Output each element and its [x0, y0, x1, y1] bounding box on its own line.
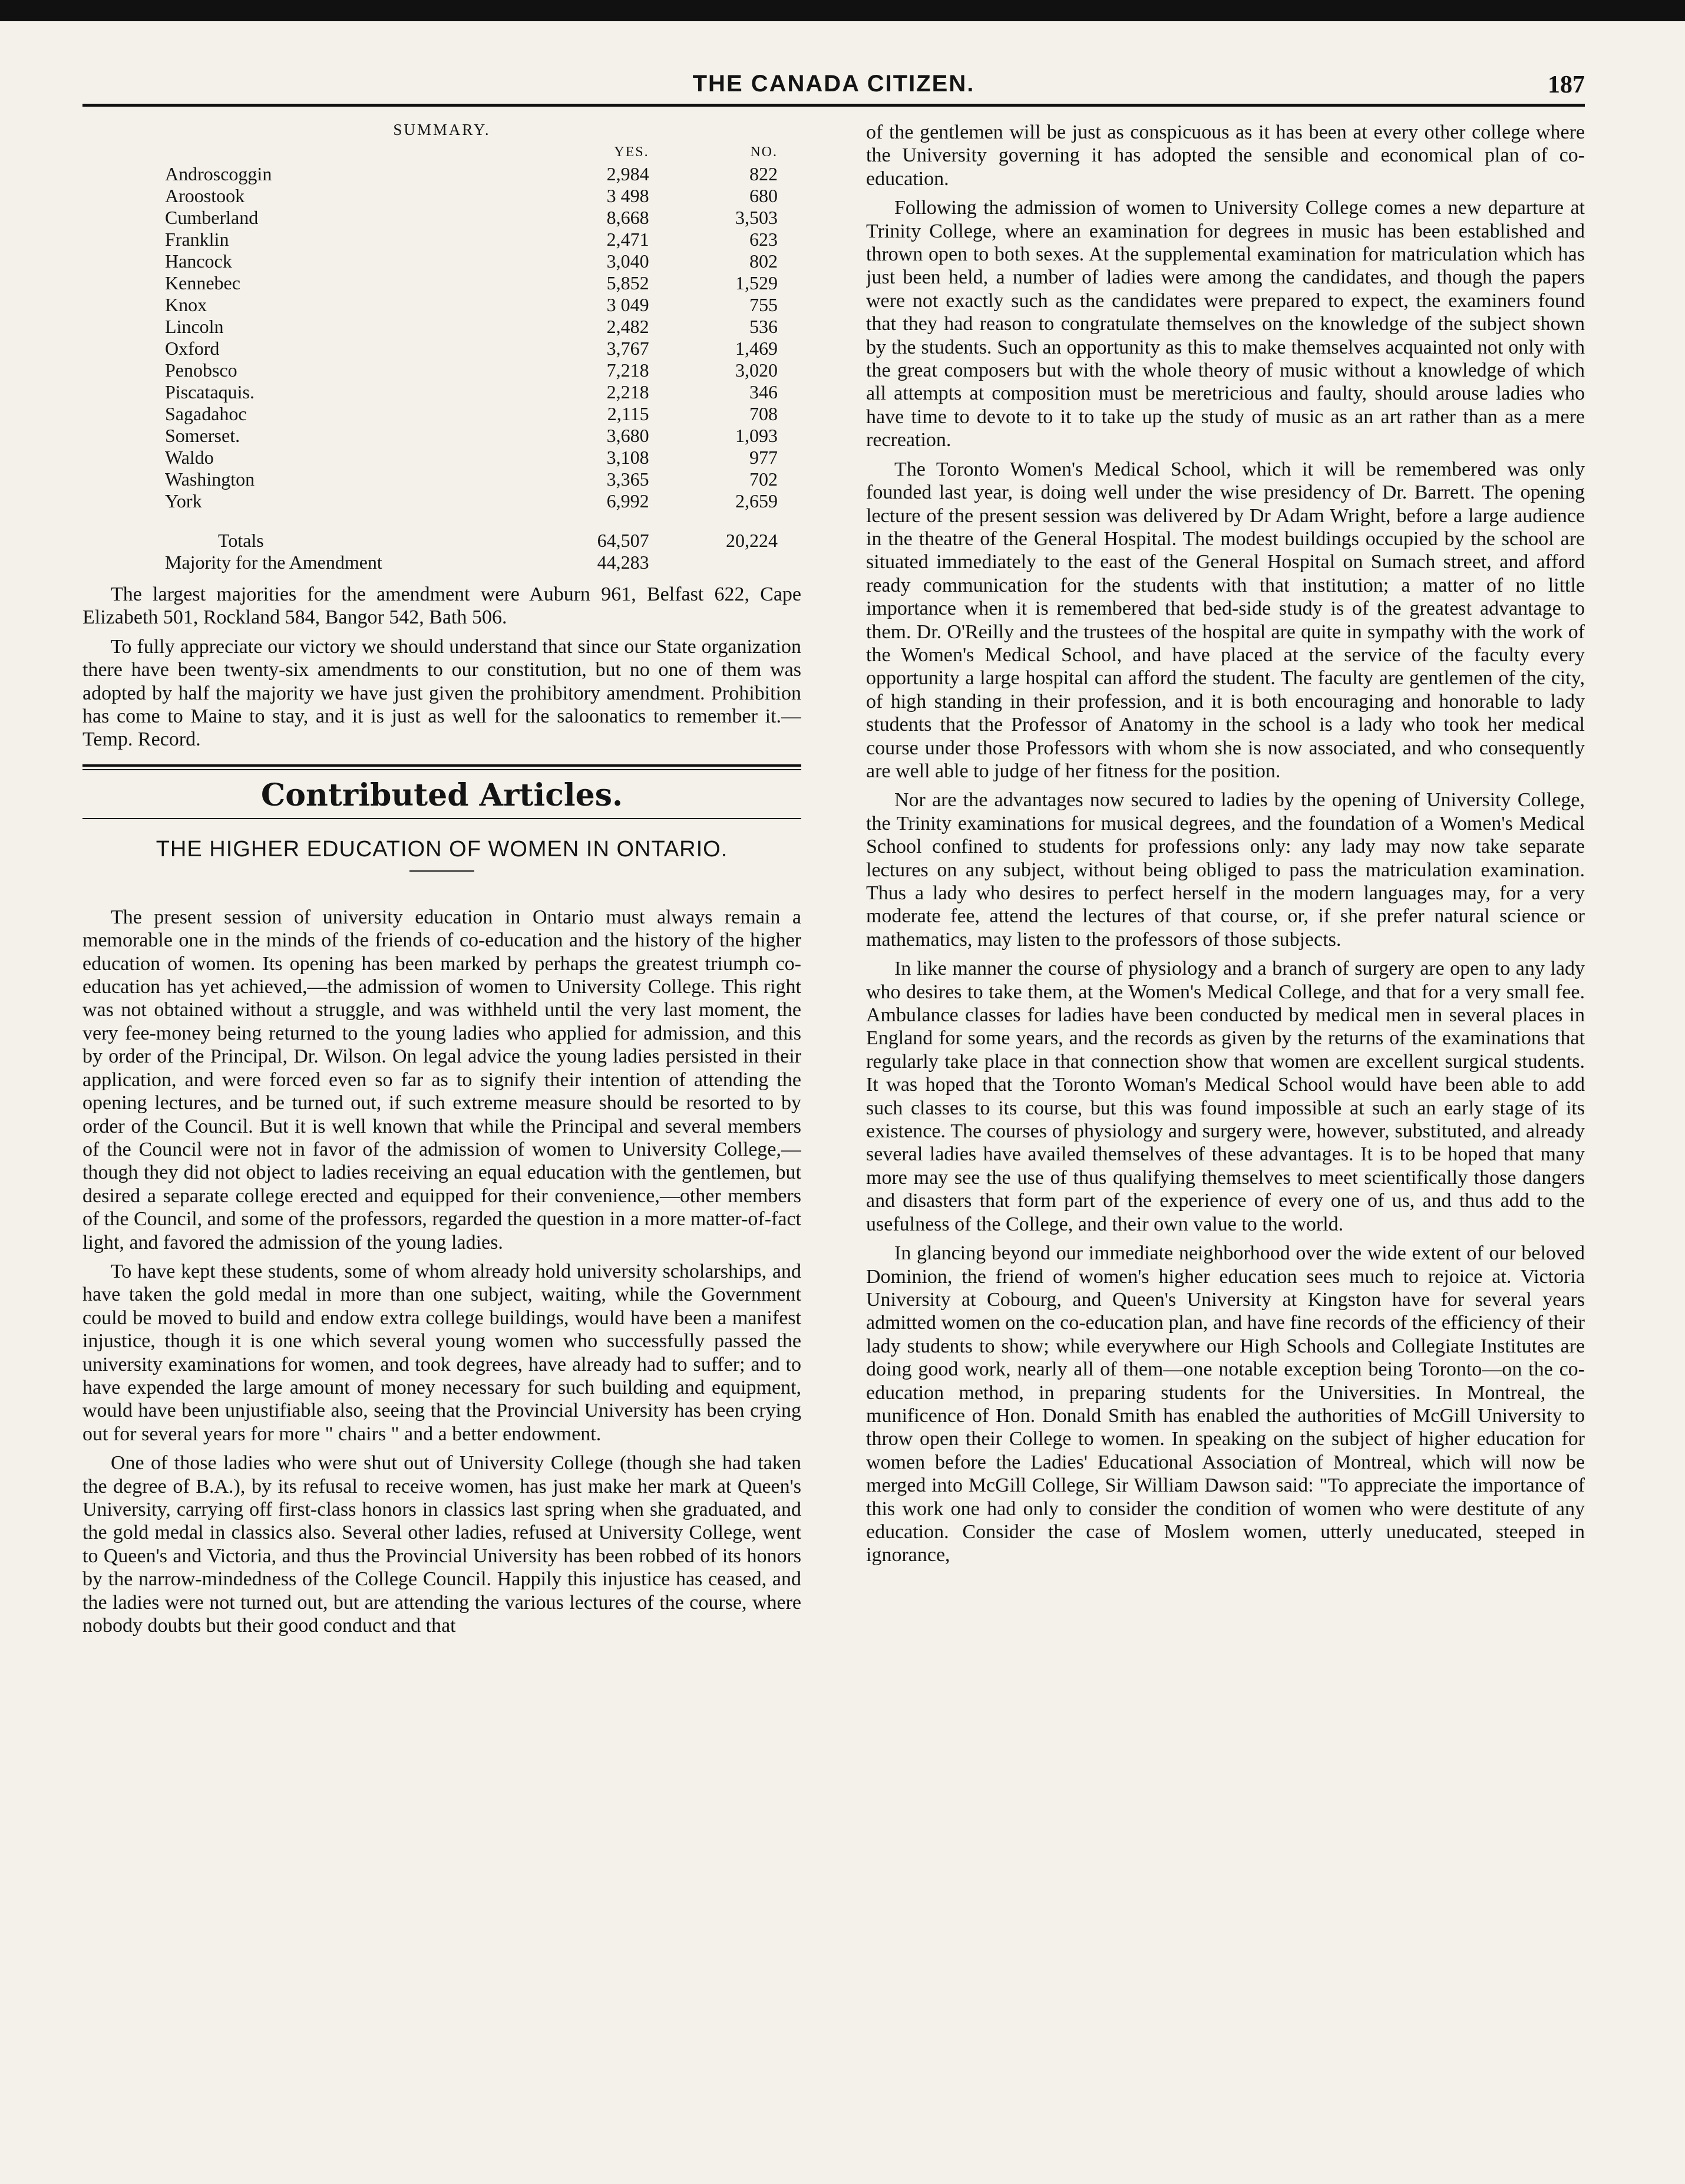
summary-yes-value: 3 498	[606, 185, 649, 206]
article-paragraph: Following the admission of women to University College comes a new departure at Trinity College, where an examination for degrees in music has been established and thrown open to both sexes. At the supplemental examination for matriculation which has just been held, a number of ladies were among the candidates, and though the papers were not exactly such as the candidates were prepared to expect, the examiners found that they had reason to congratulate themselves on the knowledge of the subject shown by the students. Such an opportunity as this to make themselves acquainted not only with the great composers but with the whole theory of music without a knowledge of which all attempts at composition must be meretricious and faulty, should arouse ladies who have time to devote to it to take up the study of music as an art rather than as a mere recreation.	[866, 197, 1585, 451]
summary-no-value: 623	[749, 229, 778, 250]
summary-row	[82, 229, 801, 250]
summary-row	[82, 163, 801, 185]
summary-row	[82, 185, 801, 207]
summary-yes-value: 3,365	[606, 469, 649, 490]
page-header	[82, 71, 1585, 104]
section-heading: Contributed Articles.	[260, 777, 623, 813]
summary-row	[82, 250, 801, 272]
summary-row	[82, 294, 801, 316]
summary-county-name: Kennebec	[165, 272, 240, 293]
summary-no-value	[649, 552, 801, 573]
left-paragraph-victory: To fully appreciate our victory we should understand that since our State organization there have been twenty-six amendments to our constitution, but no one of them was adopted by half the majority we have just given the prohibitory amendment. Prohibition has come to Maine to stay, and it is just as well for the saloonatics to remember it.—Temp. Record.	[82, 635, 801, 751]
summary-row	[82, 425, 801, 447]
summary-no-value: 977	[749, 447, 778, 468]
summary-header-blank	[82, 141, 544, 163]
summary-yes-value: 3,108	[606, 447, 649, 468]
article-paragraph: One of those ladies who were shut out of University College (though she had taken the degree of B.A.), by its refusal to receive women, has just make her mark at Queen's University, carrying off first-class honors in classics last spring when she graduated, and the gold medal in classics also. Several other ladies, refused at University College, went to Queen's and Victoria, and thus the Provincial University has been robbed of its honors by the narrow-mindedness of the College Council. Happily this injustice has ceased, and the ladies were not turned out, but are attending the various lectures of the course, where nobody doubts but their good conduct and that	[82, 1452, 801, 1637]
summary-county-name: Washington	[165, 469, 255, 490]
summary-header-no: NO.	[750, 144, 778, 160]
summary-no-value: 680	[749, 185, 778, 206]
summary-majority-label: Majority for the Amendment	[165, 552, 382, 573]
summary-county-name: Lincoln	[165, 316, 224, 337]
summary-yes-value: 2,115	[607, 403, 649, 424]
summary-yes-value: 3,680	[606, 425, 649, 446]
summary-yes-value: 2,984	[606, 163, 649, 184]
summary-yes-value: 8,668	[606, 207, 649, 228]
summary-no-value: 3,503	[735, 207, 778, 228]
summary-row	[82, 359, 801, 381]
summary-row	[82, 490, 801, 512]
summary-county-name: Waldo	[165, 447, 214, 468]
summary-no-value: 346	[749, 381, 778, 403]
article-paragraph: of the gentlemen will be just as conspicuous as it has been at every other college where the University governing it has adopted the sensible and economical plan of co-education.	[866, 121, 1585, 190]
top-border-bar	[0, 0, 1685, 21]
summary-majority-value: 44,283	[597, 552, 649, 573]
summary-county-name: Oxford	[165, 338, 220, 359]
summary-no-value: 708	[749, 403, 778, 424]
summary-yes-value: 2,471	[606, 229, 649, 250]
summary-county-name: Hancock	[165, 250, 232, 272]
summary-county-name: Somerset.	[165, 425, 240, 446]
summary-no-value: 2,659	[735, 490, 778, 512]
article-paragraph: To have kept these students, some of whom already hold university scholarships, and have taken the gold medal in more than one subject, waiting, while the Government could be moved to build and endow extra college buildings, would have been a manifest injustice, though it is one which several young women who successfully passed the university examinations for women, and took degrees, have already had to suffer; and to have expended the large amount of money necessary for such building and equipment, would have been unjustifiable also, seeing that the Provincial University has been crying out for several years for more " chairs " and a better endowment.	[82, 1260, 801, 1445]
summary-row	[82, 403, 801, 425]
summary-no-value: 3,020	[735, 359, 778, 381]
summary-no-value: 802	[749, 250, 778, 272]
article-title: THE HIGHER EDUCATION OF WOMEN IN ONTARIO.	[156, 836, 728, 862]
page-number: 187	[1548, 71, 1585, 98]
left-paragraph-majorities: The largest majorities for the amendment were Auburn 961, Belfast 622, Cape Elizabeth 501, Rockland 584, Bangor 542, Bath 506.	[82, 583, 801, 629]
section-rule-bottom	[82, 818, 801, 819]
summary-yes-value: 2,218	[606, 381, 649, 403]
summary-county-name: Penobsco	[165, 359, 237, 381]
section-rule-top	[82, 764, 801, 767]
summary-totals-row	[82, 530, 801, 552]
right-column	[866, 121, 1585, 2166]
summary-yes-value: 7,218	[606, 359, 649, 381]
article-paragraph: The Toronto Women's Medical School, which it will be remembered was only founded last year, is doing well under the wise presidency of Dr. Barrett. The opening lecture of the present session was delivered by Dr Adam Wright, before a large audience in the theatre of the General Hospital. The modest buildings occupied by the school are situated immediately to the east of the General Hospital on Sumach street, and afford ready communication for the students with that institution; a matter of no little importance when it is remembered that bed-side study is of the greatest advantage to them. Dr. O'Reilly and the trustees of the hospital are quite in sympathy with the work of the Women's Medical School, and have placed at the service of the faculty every opportunity a large hospital can afford the student. The faculty are gentlemen of the city, of high standing in their profession, and it is both encouraging and honorable to lady students that the Professor of Anatomy in the school is a lady who took her medical course under those Professors with whom she is now associated, and who consequently are well able to judge of her fitness for the position.	[866, 458, 1585, 782]
summary-no-value: 1,469	[735, 338, 778, 359]
summary-no-value: 1,529	[735, 272, 778, 293]
article-title-rule	[409, 870, 474, 872]
summary-header-row	[82, 141, 801, 163]
summary-county-name: York	[165, 490, 202, 512]
article-paragraph: In glancing beyond our immediate neighborhood over the wide extent of our beloved Dominion, the friend of women's higher education sees much to rejoice at. Victoria University at Cobourg, and Queen's University at Kingston have for several years admitted women on the co-education plan, and have fine records of the efficiency of their lady students to show; while everywhere our High Schools and Collegiate Institutes are doing good work, nearly all of them—one notable exception being Toronto—on the co-education method, in preparing students for the Universities. In Montreal, the munificence of Hon. Donald Smith has enabled the authorities of McGill University to throw open their College to women. In speaking on the subject of higher education for women before the Ladies' Educational Association of Montreal, which will now be merged into McGill College, Sir William Dawson said: "To appreciate the importance of this work one had only to consider the condition of women who were destitute of any education. Consider the case of Moslem women, utterly uneducated, steeped in ignorance,	[866, 1242, 1585, 1566]
summary-spacer	[82, 512, 801, 530]
left-column	[82, 121, 801, 2166]
article-paragraph: Nor are the advantages now secured to ladies by the opening of University College, the Trinity examinations for musical degrees, and the foundation of a Women's Medical School confined to students for professions only: any lady may now take separate lectures on any subject, without being obliged to pass the matriculation examination. Thus a lady who desires to perfect herself in the modern languages may, for a very moderate fee, attend the lectures of that course, or, if she prefer natural science or mathematics, may listen to the professors of those subjects.	[866, 789, 1585, 951]
summary-yes-value: 3,767	[606, 338, 649, 359]
summary-row	[82, 207, 801, 229]
summary-no-value: 20,224	[726, 530, 778, 551]
summary-yes-value: 3,040	[606, 250, 649, 272]
summary-no-value: 1,093	[735, 425, 778, 446]
summary-majority-row	[82, 552, 801, 573]
summary-county-name: Androscoggin	[165, 163, 272, 184]
summary-county-name: Sagadahoc	[165, 403, 247, 424]
summary-row	[82, 338, 801, 359]
summary-header-yes: YES.	[614, 144, 649, 160]
summary-no-value: 822	[749, 163, 778, 184]
summary-no-value: 536	[749, 316, 778, 337]
summary-row	[82, 469, 801, 490]
summary-no-value: 702	[749, 469, 778, 490]
summary-no-value: 755	[749, 294, 778, 315]
summary-body	[82, 163, 801, 573]
summary-yes-value: 2,482	[606, 316, 649, 337]
article-paragraph: In like manner the course of physiology and a branch of surgery are open to any lady who desires to take them, at the Women's Medical College, and that for a very small fee. Ambulance classes for ladies have been conducted by medical men in several places in England for some years, and the records as given by the returns of the examinations that regularly take place in that connection show that women are excellent surgical students. It was hoped that the Toronto Woman's Medical School would have been able to add such classes to its course, but this was found impossible at such an early stage of its existence. The courses of physiology and surgery were, however, substituted, and already several ladies have availed themselves of these advantages. It is to be hoped that many more may see the use of thus qualifying themselves to meet scientifically those dangers and disasters that form part of the experience of every one of us, and thus add to the usefulness of the College, and their own value to the world.	[866, 958, 1585, 1235]
summary-row	[82, 447, 801, 469]
header-rule	[82, 104, 1585, 107]
article-paragraph: The present session of university education in Ontario must always remain a memorable one in the minds of the friends of co-education and the history of the higher education of women. Its opening has been marked by perhaps the greatest triumph co-education has yet achieved,—the admission of women to University College. This right was not obtained without a struggle, and was withheld until the very last moment, the very fee-money being returned to the young ladies who applied for admission, and this by order of the Principal, Dr. Wilson. On legal advice the young ladies persisted in their application, and were forced even so far as to signify their intention of attending the opening lectures, and be turned out, if such extreme measure should be resorted to by order of the Council. But it is well known that while the Principal and several members of the Council were not in favor of the admission of women to University College,—though they did not object to ladies receiving an equal education with the gentlemen, but desired a separate college erected and equipped for their convenience,—other members of the Council, and some of the professors, regarded the question in a more matter-of-fact light, and favored the admission of the young ladies.	[82, 906, 801, 1253]
summary-yes-value: 5,852	[606, 272, 649, 293]
summary-row	[82, 272, 801, 294]
summary-yes-value: 64,507	[597, 530, 649, 551]
summary-yes-value: 3 049	[606, 294, 649, 315]
summary-row	[82, 381, 801, 403]
summary-county-name: Franklin	[165, 229, 229, 250]
summary-county-name: Cumberland	[165, 207, 259, 228]
summary-table	[82, 141, 801, 573]
summary-row	[82, 316, 801, 338]
summary-totals-label: Totals	[218, 530, 264, 551]
summary-county-name: Knox	[165, 294, 207, 315]
summary-title: SUMMARY.	[393, 121, 491, 138]
publication-title: THE CANADA CITIZEN.	[692, 71, 975, 97]
section-rule-top-thin	[82, 769, 801, 770]
summary-county-name: Aroostook	[165, 185, 245, 206]
summary-yes-value: 6,992	[606, 490, 649, 512]
summary-county-name: Piscataquis.	[165, 381, 255, 403]
